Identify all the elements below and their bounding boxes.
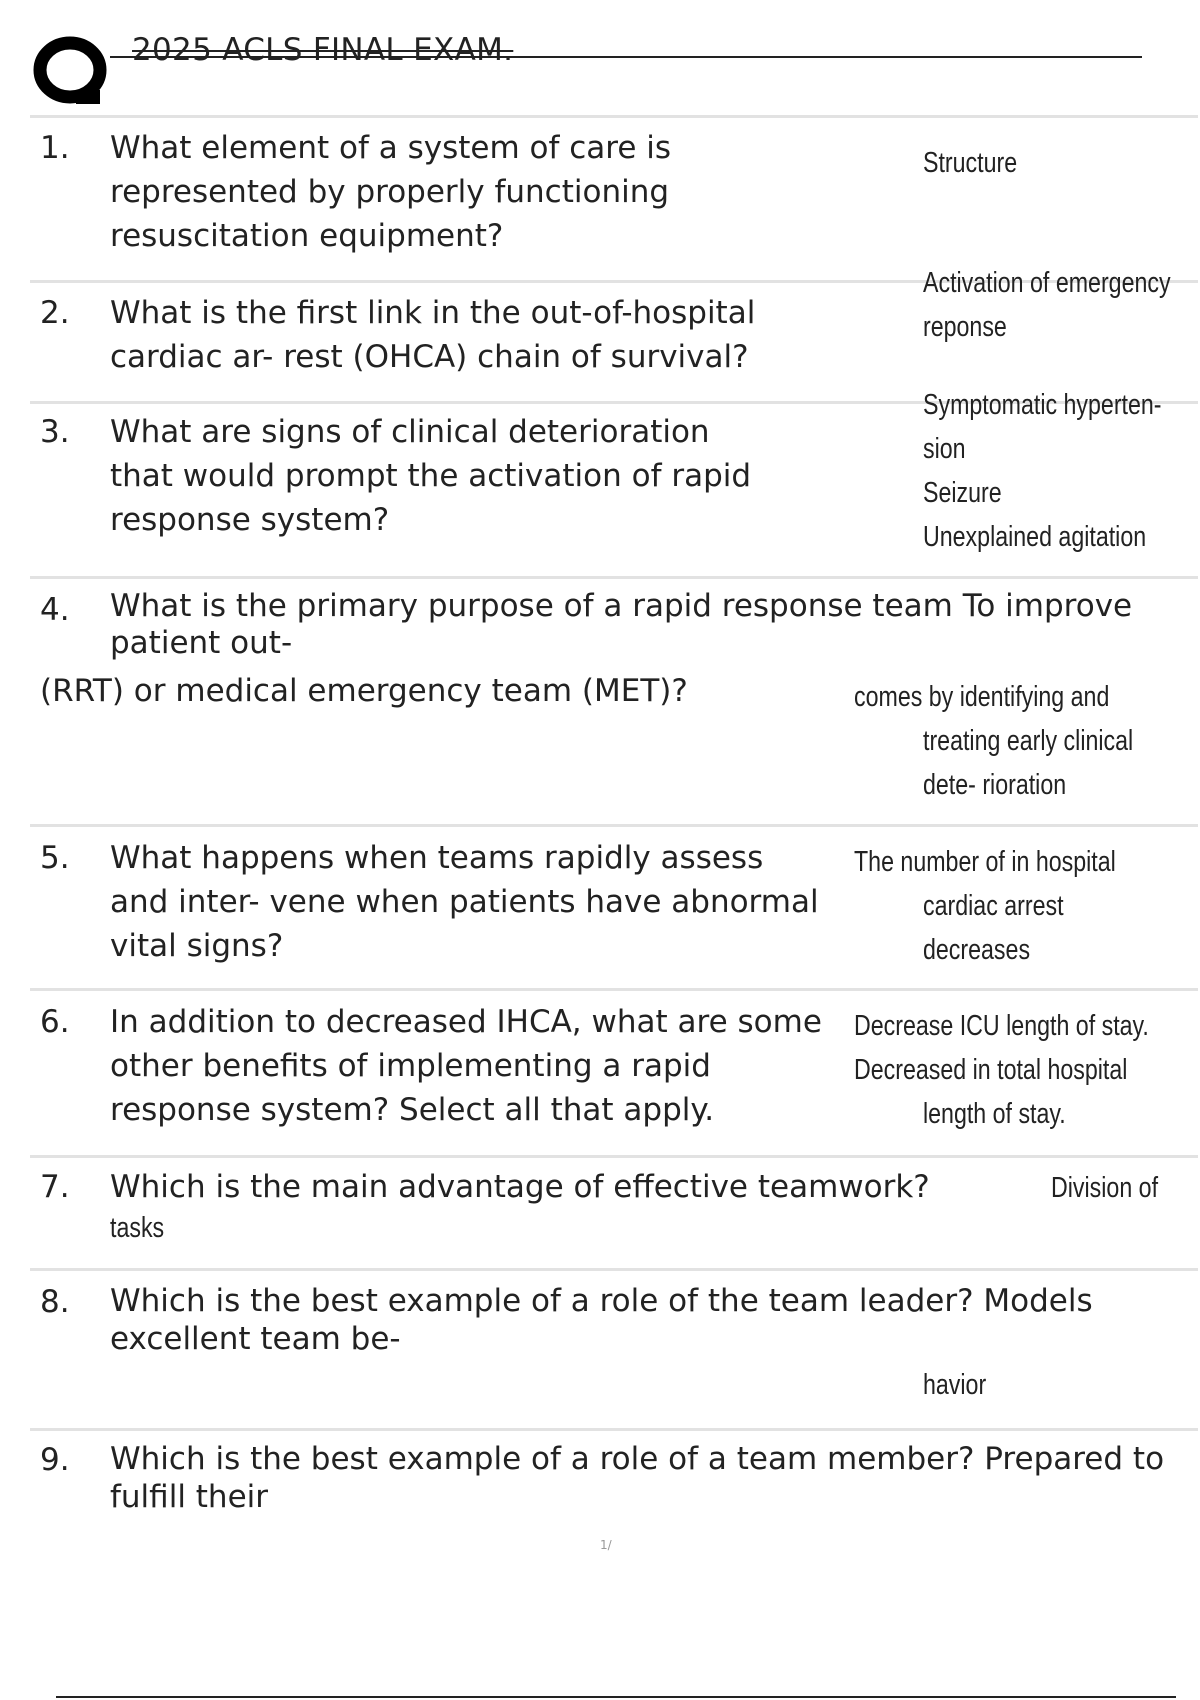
answer-line: Decreased in total hospital — [854, 1054, 1128, 1086]
question-line: patient out- — [110, 625, 293, 661]
divider — [30, 824, 1198, 827]
question-number: 4. — [40, 592, 70, 628]
question-line: response system? Select all that apply. — [110, 1092, 715, 1128]
divider — [30, 988, 1198, 991]
question-number: 5. — [40, 840, 70, 876]
answer-text — [1051, 1166, 1158, 1210]
answer-line: cardiac arrest — [923, 890, 1064, 922]
question-line: that would prompt the activation of rapid — [110, 458, 752, 494]
answer-text — [923, 383, 1162, 559]
answer-text — [854, 1004, 1149, 1092]
answer-text — [923, 1363, 986, 1407]
document-title: 2025 ACLS FINAL EXAM. — [132, 32, 514, 68]
answer-line: sion — [923, 433, 966, 465]
answer-text — [923, 261, 1171, 349]
divider — [30, 1155, 1198, 1158]
question-line: fulfill their — [110, 1479, 269, 1515]
answer-text — [110, 1206, 164, 1250]
answer-line: The number of in hospital — [854, 846, 1116, 878]
question-line: What are signs of clinical deterioration — [110, 414, 710, 450]
answer-line: reponse — [923, 311, 1007, 343]
answer-text — [854, 675, 1109, 719]
answer-line: treating early clinical — [923, 725, 1134, 757]
answer-text — [923, 141, 1017, 185]
answer-line: comes by identifying and — [854, 681, 1110, 713]
question-line: Which is the main advantage of effective teamwork? — [110, 1169, 930, 1205]
answer-line: Seizure — [923, 477, 1002, 509]
question-text — [110, 836, 819, 968]
question-line: represented by properly functioning — [110, 174, 670, 210]
question-line: other benefits of implementing a rapid — [110, 1048, 711, 1084]
question-number: 7. — [40, 1169, 70, 1205]
quiz-logo-icon — [32, 32, 110, 110]
answer-line: dete- rioration — [923, 769, 1067, 801]
question-number: 2. — [40, 295, 70, 331]
answer-line: Structure — [923, 147, 1018, 179]
answer-line: Division of — [1051, 1172, 1159, 1204]
question-text — [110, 1165, 930, 1209]
divider — [30, 1428, 1198, 1431]
answer-text — [923, 719, 1133, 807]
question-line: excellent team be- — [110, 1321, 401, 1357]
question-line: cardiac ar- rest (OHCA) chain of survival? — [110, 339, 749, 375]
question-text — [110, 1282, 1093, 1358]
question-line: resuscitation equipment? — [110, 218, 504, 254]
question-text — [110, 291, 755, 379]
question-number: 6. — [40, 1004, 70, 1040]
question-number: 9. — [40, 1442, 70, 1478]
question-line: (RRT) or medical emergency team (MET)? — [40, 673, 688, 709]
question-line: What happens when teams rapidly assess — [110, 840, 764, 876]
question-line: Which is the best example of a role of the team leader? Models — [110, 1283, 1093, 1319]
question-line: What is the first link in the out-of-hospital — [110, 295, 756, 331]
question-text — [110, 1000, 822, 1132]
question-text — [110, 1440, 1164, 1516]
question-line: In addition to decreased IHCA, what are some — [110, 1004, 822, 1040]
question-number: 8. — [40, 1284, 70, 1320]
question-number: 1. — [40, 130, 70, 166]
answer-line: length of stay. — [923, 1098, 1066, 1130]
divider — [30, 576, 1198, 579]
answer-line: Decrease ICU length of stay. — [854, 1010, 1149, 1042]
answer-text — [854, 840, 1116, 884]
question-text — [110, 126, 671, 258]
question-text — [110, 588, 1132, 662]
question-line: vital signs? — [110, 928, 284, 964]
answer-text — [923, 1092, 1066, 1136]
page-number: 1/ — [600, 1538, 612, 1552]
question-line: What element of a system of care is — [110, 130, 672, 166]
answer-line: Symptomatic hyperten- — [923, 389, 1162, 421]
bottom-rule — [56, 1696, 1176, 1698]
divider — [30, 1268, 1198, 1271]
answer-text — [923, 884, 1064, 972]
question-text — [110, 410, 751, 542]
answer-line: decreases — [923, 934, 1031, 966]
answer-line: havior — [923, 1369, 987, 1401]
answer-line: Activation of emergency — [923, 267, 1171, 299]
answer-line: tasks — [110, 1212, 165, 1244]
divider — [30, 115, 1198, 118]
question-line: response system? — [110, 502, 390, 538]
question-line: What is the primary purpose of a rapid response team To improve — [110, 588, 1133, 624]
question-number: 3. — [40, 414, 70, 450]
answer-line: Unexplained agitation — [923, 521, 1147, 553]
question-line: and inter- vene when patients have abnormal — [110, 884, 819, 920]
question-line: Which is the best example of a role of a team member? Prepared to — [110, 1441, 1165, 1477]
